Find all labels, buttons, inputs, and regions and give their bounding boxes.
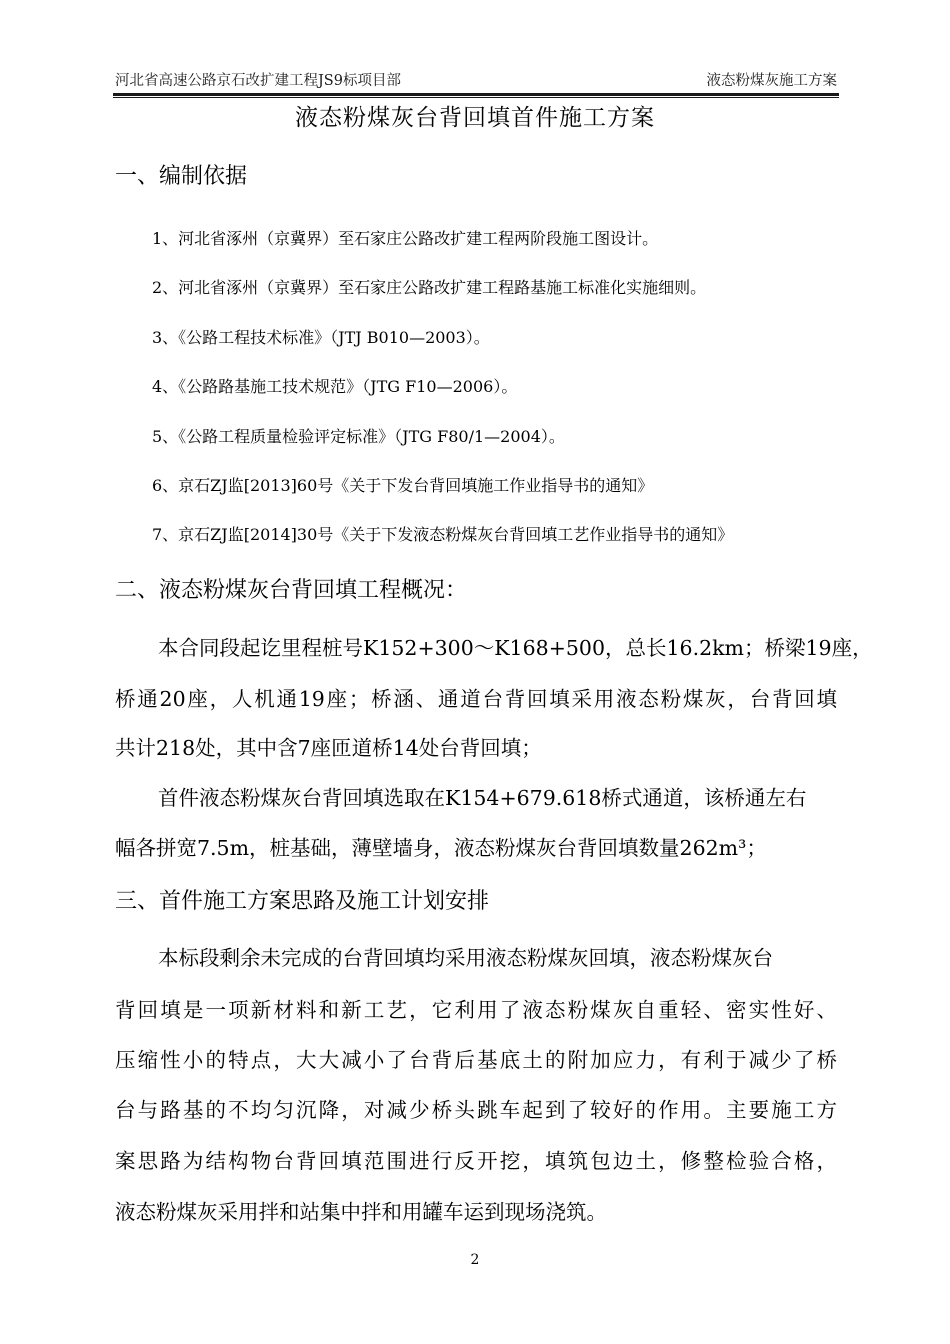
plan-paragraph-line: 台与路基的不均匀沉降，对减少桥头跳车起到了较好的作用。主要施工方 [115,1098,837,1122]
document-title: 液态粉煤灰台背回填首件施工方案 [295,105,655,131]
plan-paragraph-line: 案思路为结构物台背回填范围进行反开挖，填筑包边土，修整检验合格， [115,1149,837,1173]
overview-paragraph-line: 共计218处，其中含7座匝道桥14处台背回填； [115,736,542,760]
section-heading-plan: 三、首件施工方案思路及施工计划安排 [115,889,490,914]
overview-paragraph-line: 首件液态粉煤灰台背回填选取在K154+679.618桥式通道，该桥通左右 [158,786,807,810]
header-document-name: 液态粉煤灰施工方案 [706,73,837,89]
reference-item: 3、《公路工程技术标准》（JTJ B010—2003）。 [152,328,490,347]
reference-item: 1、河北省涿州（京冀界）至石家庄公路改扩建工程两阶段施工图设计。 [152,229,659,248]
header-rule [113,93,839,96]
page-number: 2 [470,1252,480,1268]
reference-item: 7、京石ZJ监[2014]30号《关于下发液态粉煤灰台背回填工艺作业指导书的通知》 [152,525,734,544]
overview-paragraph-line: 本合同段起讫里程桩号K152+300～K168+500，总长16.2km；桥梁19座， [158,636,873,660]
plan-paragraph-line: 背回填是一项新材料和新工艺，它利用了液态粉煤灰自重轻、密实性好、 [115,998,837,1022]
reference-item: 2、河北省涿州（京冀界）至石家庄公路改扩建工程路基施工标准化实施细则。 [152,278,707,297]
overview-paragraph-line: 幅各拼宽7.5m，桩基础，薄壁墙身，液态粉煤灰台背回填数量262m³； [115,836,767,860]
header-rule-thin [113,97,839,98]
plan-paragraph-line: 压缩性小的特点，大大减小了台背后基底土的附加应力，有利于减少了桥 [115,1048,837,1072]
section-heading-basis: 一、编制依据 [115,164,248,189]
overview-paragraph-line: 桥通20座，人机通19座；桥涵、通道台背回填采用液态粉煤灰，台背回填 [115,687,837,711]
plan-paragraph-line: 液态粉煤灰采用拌和站集中拌和用罐车运到现场浇筑。 [115,1200,607,1224]
section-heading-overview: 二、液态粉煤灰台背回填工程概况： [115,578,468,603]
reference-item: 5、《公路工程质量检验评定标准》（JTG F80/1—2004）。 [152,427,565,446]
reference-item: 6、京石ZJ监[2013]60号《关于下发台背回填施工作业指导书的通知》 [152,476,654,495]
reference-item: 4、《公路路基施工技术规范》（JTG F10—2006）。 [152,377,518,396]
header-project-name: 河北省高速公路京石改扩建工程JS9标项目部 [115,73,401,89]
plan-paragraph-line: 本标段剩余未完成的台背回填均采用液态粉煤灰回填，液态粉煤灰台 [158,946,773,970]
